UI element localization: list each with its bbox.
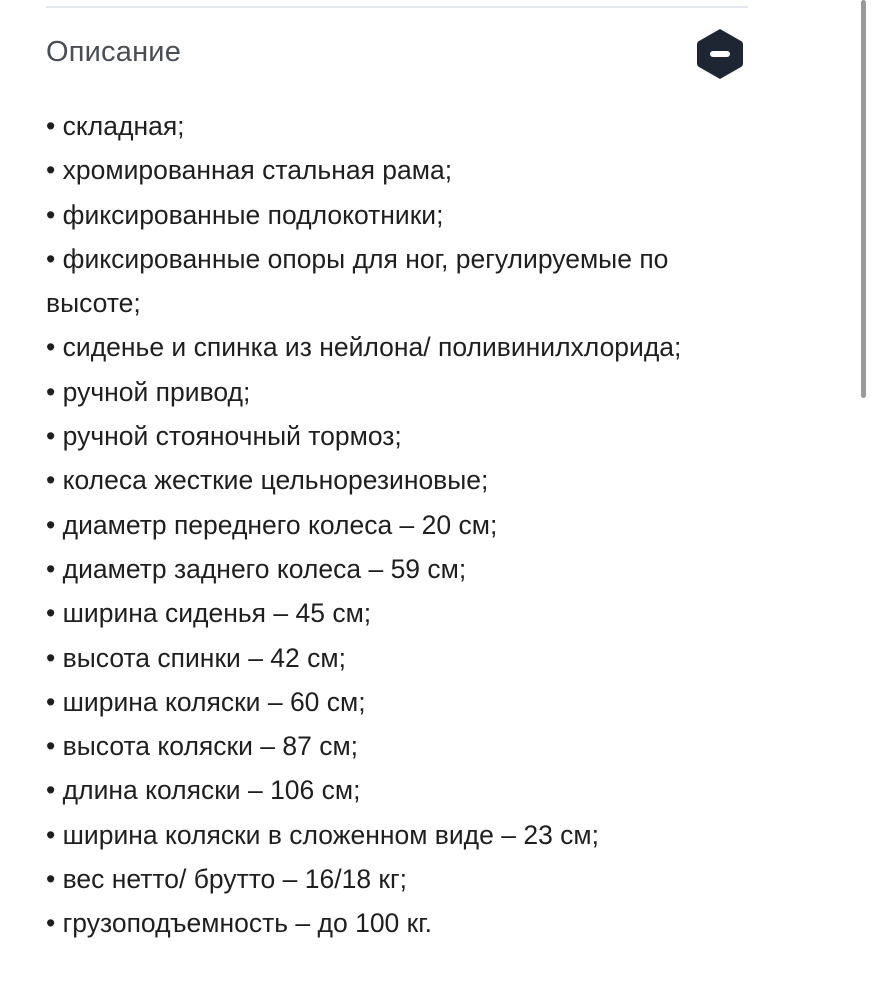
list-item: • вес нетто/ брутто – 16/18 кг;	[46, 864, 408, 895]
list-item: • ручной стояночный тормоз;	[46, 421, 402, 452]
list-item: • высота спинки – 42 см;	[46, 642, 346, 673]
minus-hexagon-icon	[695, 28, 745, 80]
list-item: • колеса жесткие цельнорезиновые;	[46, 465, 489, 496]
list-item: • фиксированные опоры для ног, регулируемые по высоте;	[46, 243, 669, 319]
scrollbar-thumb[interactable]	[861, 0, 866, 398]
list-item: • ширина сиденья – 45 см;	[46, 598, 372, 629]
list-item: • диаметр заднего колеса – 59 см;	[46, 553, 467, 584]
section-header[interactable]	[46, 8, 748, 96]
description-section	[46, 8, 748, 939]
list-item: • высота коляски – 87 см;	[46, 731, 359, 762]
list-item: • грузоподъемность – до 100 кг.	[46, 908, 433, 939]
list-item: • ручной привод;	[46, 376, 251, 407]
list-item: • длина коляски – 106 см;	[46, 775, 361, 806]
list-item: • хромированная стальная рама;	[46, 155, 453, 186]
section-title: Описание	[46, 36, 182, 68]
collapse-button[interactable]	[695, 28, 745, 80]
list-item: • ширина коляски – 60 см;	[46, 686, 366, 717]
list-item: • фиксированные подлокотники;	[46, 199, 444, 230]
list-item: • складная;	[46, 111, 185, 141]
description-list	[46, 104, 736, 946]
list-item: • ширина коляски в сложенном виде – 23 см;	[46, 819, 600, 850]
list-item: • сиденье и спинка из нейлона/ поливинилхлорида;	[46, 332, 682, 363]
list-item: • диаметр переднего колеса – 20 см;	[46, 509, 498, 540]
